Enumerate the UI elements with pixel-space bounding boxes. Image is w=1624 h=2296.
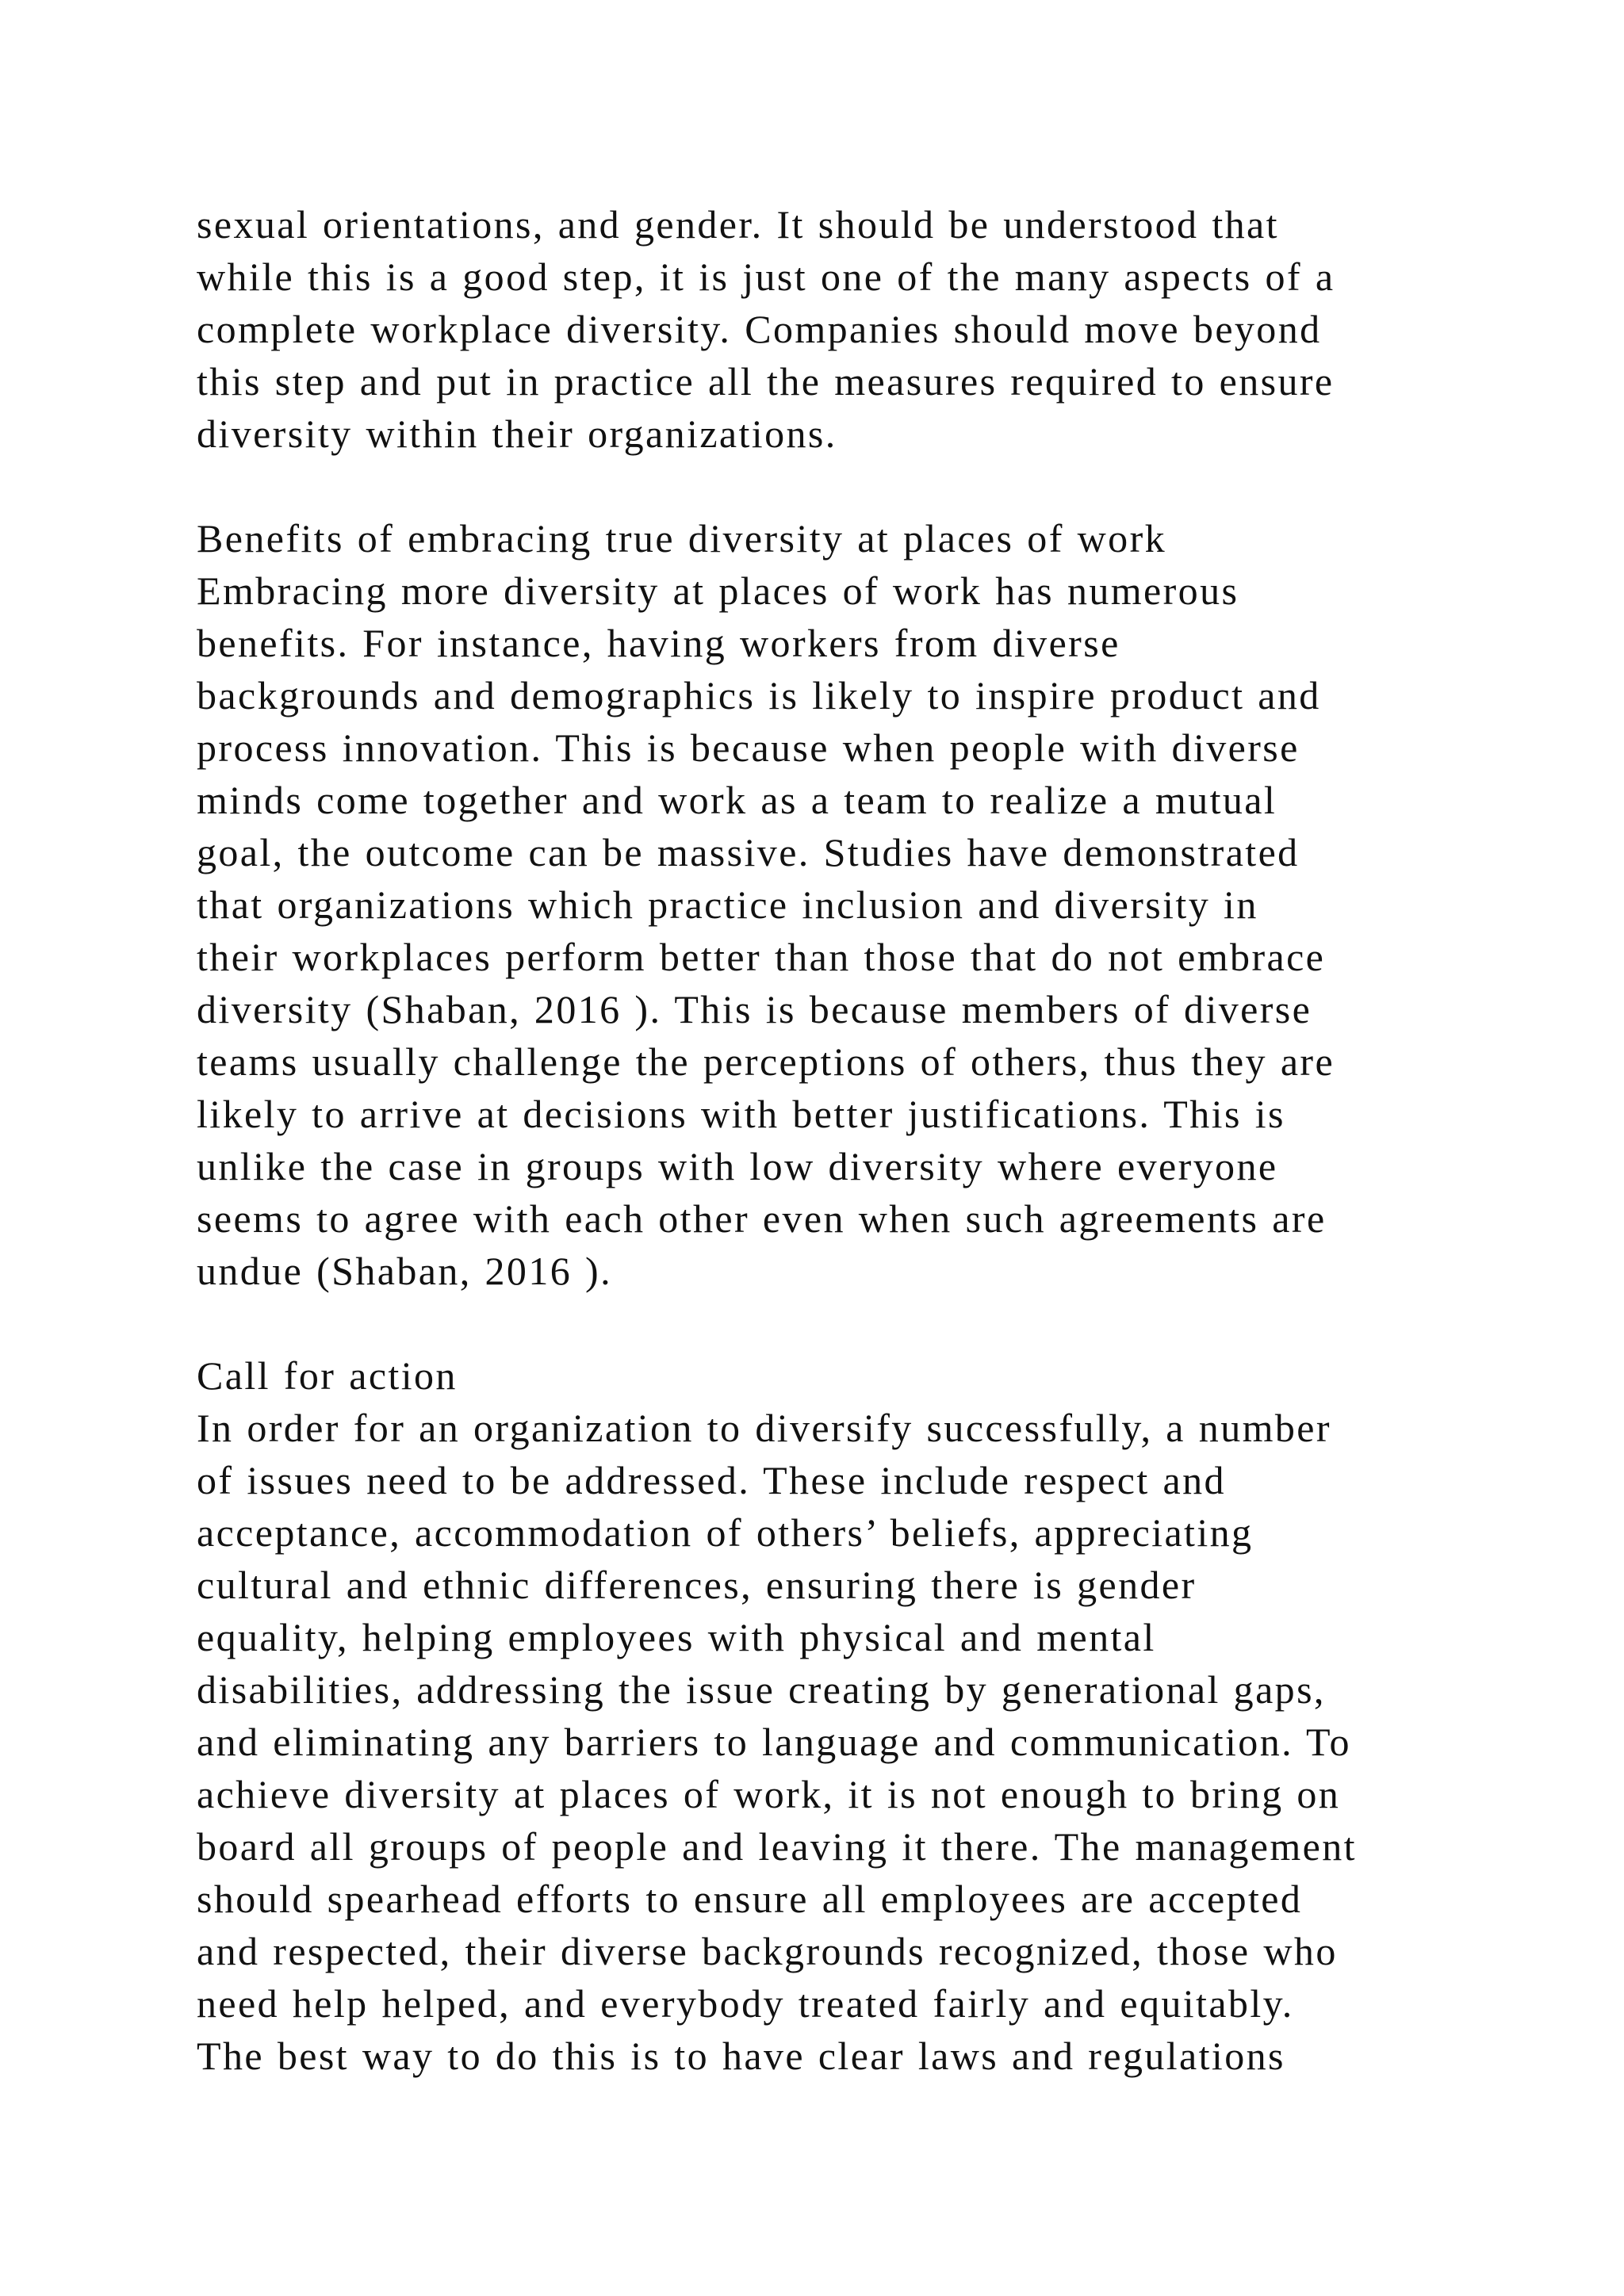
text-line: need help helped, and everybody treated fairly and equitably. — [197, 1981, 1294, 2026]
text-line: should spearhead efforts to ensure all employees are accepted — [197, 1877, 1303, 1921]
text-line: while this is a good step, it is just one of the many aspects of a — [197, 254, 1335, 299]
text-line: diversity (Shaban, 2016 ). This is because members of diverse — [197, 987, 1312, 1031]
paragraph-gap — [197, 1297, 1465, 1349]
text-line: acceptance, accommodation of others’ beliefs, appreciating — [197, 1510, 1254, 1555]
text-line: and eliminating any barriers to language and communication. To — [197, 1720, 1351, 1764]
text-line: that organizations which practice inclusion and diversity in — [197, 882, 1258, 927]
text-line: unlike the case in groups with low diversity where everyone — [197, 1144, 1278, 1188]
text-line: undue (Shaban, 2016 ). — [197, 1249, 612, 1293]
paragraph-gap — [197, 460, 1465, 512]
text-line: and respected, their diverse backgrounds recognized, those who — [197, 1929, 1338, 1973]
text-line: Embracing more diversity at places of work has numerous — [197, 568, 1239, 613]
text-line: achieve diversity at places of work, it is not enough to bring on — [197, 1772, 1341, 1816]
paragraph-1 — [197, 198, 1465, 460]
text-line: of issues need to be addressed. These include respect and — [197, 1458, 1226, 1502]
text-line: seems to agree with each other even when such agreements are — [197, 1196, 1327, 1241]
paragraph-2 — [197, 564, 1465, 1297]
text-line: teams usually challenge the perceptions of others, thus they are — [197, 1039, 1335, 1084]
section-heading-call-for-action: Call for action — [197, 1353, 458, 1398]
text-line: process innovation. This is because when people with diverse — [197, 725, 1300, 770]
text-line: In order for an organization to diversify successfully, a number — [197, 1406, 1331, 1450]
text-line: diversity within their organizations. — [197, 411, 837, 456]
text-line: disabilities, addressing the issue creating by generational gaps, — [197, 1667, 1326, 1712]
text-line: their workplaces perform better than those that do not embrace — [197, 935, 1326, 979]
text-line: likely to arrive at decisions with better justifications. This is — [197, 1092, 1285, 1136]
text-line: equality, helping employees with physical and mental — [197, 1615, 1156, 1659]
document-body — [197, 198, 1465, 2082]
text-line: benefits. For instance, having workers from diverse — [197, 621, 1120, 665]
text-line: cultural and ethnic differences, ensuring there is gender — [197, 1563, 1197, 1607]
text-line: complete workplace diversity. Companies should move beyond — [197, 307, 1322, 351]
text-line: backgrounds and demographics is likely to inspire product and — [197, 673, 1321, 718]
text-line: goal, the outcome can be massive. Studies have demonstrated — [197, 830, 1300, 874]
text-line: board all groups of people and leaving it there. The management — [197, 1824, 1357, 1869]
section-heading-benefits: Benefits of embracing true diversity at places of work — [197, 516, 1167, 561]
text-line: this step and put in practice all the measures required to ensure — [197, 359, 1335, 404]
text-line: minds come together and work as a team to realize a mutual — [197, 778, 1277, 822]
text-line: sexual orientations, and gender. It should be understood that — [197, 202, 1279, 247]
paragraph-3 — [197, 1402, 1465, 2082]
text-line: The best way to do this is to have clear laws and regulations — [197, 2034, 1285, 2078]
